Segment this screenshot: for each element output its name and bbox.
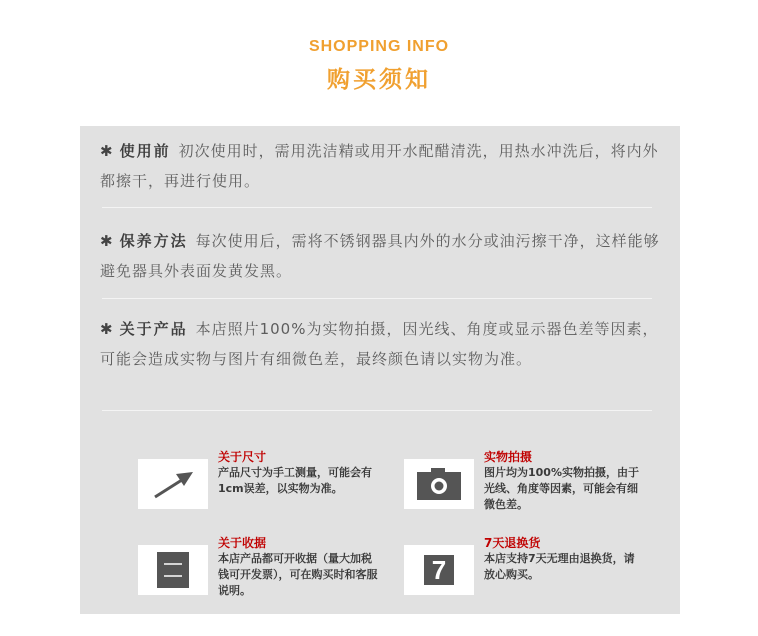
feature-title: 关于收据	[218, 536, 267, 550]
divider	[102, 207, 652, 208]
feature-title: 实物拍摄	[484, 450, 533, 464]
divider	[102, 410, 652, 411]
feature-desc: 图片均为100%实物拍摄，由于光线、角度等因素，可能会有细微色差。	[484, 466, 639, 511]
bullet-icon: ✱	[100, 320, 114, 338]
note-text: 每次使用后，需将不锈钢器具内外的水分或油污擦干净，这样能够避免器具外表面发黄发黑。	[100, 232, 660, 280]
feature-desc: 本店支持7天无理由退换货，请放心购买。	[484, 552, 635, 581]
camera-icon	[404, 459, 474, 509]
page-header	[0, 36, 758, 96]
feature-title: 7天退换货	[484, 536, 541, 550]
bullet-icon: ✱	[100, 232, 114, 250]
info-panel	[80, 126, 680, 614]
feature-title: 关于尺寸	[218, 450, 267, 464]
arrow-icon	[138, 459, 208, 509]
note-usage	[100, 136, 660, 196]
feature-size	[138, 450, 378, 512]
title-english: SHOPPING INFO	[308, 38, 450, 55]
seven-day-icon	[404, 545, 474, 595]
seven-day-glyph: 7	[424, 555, 454, 585]
note-label: 关于产品	[119, 320, 188, 338]
note-text: 本店照片100%为实物拍摄，因光线、角度或显示器色差等因素，可能会造成实物与图片有细微色差，最终颜色请以实物为准。	[100, 320, 659, 368]
bullet-icon: ✱	[100, 142, 114, 160]
feature-desc: 本店产品都可开收据（量大加税钱可开发票），可在购买时和客服说明。	[218, 552, 378, 597]
title-chinese: 购买须知	[327, 67, 431, 93]
feature-photo	[404, 450, 644, 512]
note-text: 初次使用时，需用洗洁精或用开水配醋清洗，用热水冲洗后，将内外都擦干，再进行使用。	[100, 142, 659, 190]
note-label: 保养方法	[119, 232, 188, 250]
feature-return	[404, 536, 644, 598]
feature-receipt	[138, 536, 378, 598]
note-product	[100, 314, 660, 374]
receipt-icon	[138, 545, 208, 595]
note-label: 使用前	[119, 142, 171, 160]
note-maintenance	[100, 226, 660, 286]
divider	[102, 298, 652, 299]
feature-desc: 产品尺寸为手工测量，可能会有1cm误差，以实物为准。	[218, 466, 372, 495]
